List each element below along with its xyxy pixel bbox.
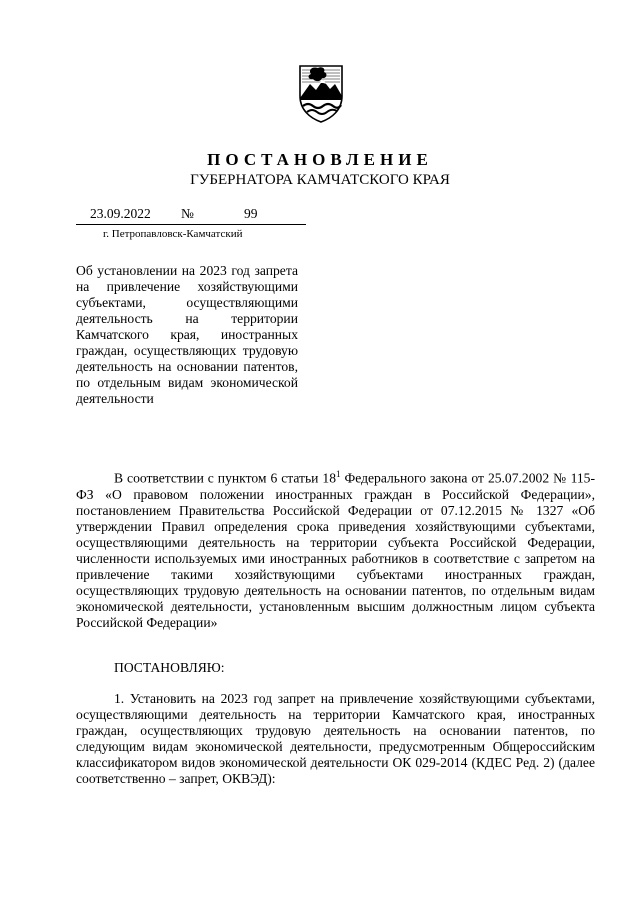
preamble-superscript: 1 (336, 469, 341, 479)
preamble-paragraph (76, 466, 595, 631)
preamble-rest: Федерального закона от 25.07.2002 № 115-ФЗ «О правовом положении иностранных граждан в Российской Федерации», постановлением Правительства Российской Федерации от 07.12.2015 № 1327 «Об утверждении Правил определения срока приведения хозяйствующими субъектами, осуществляющими деятельность на территории субъекта Российской Федерации, численности используемых ими иностранных работников в соответствие с запретом на привлечение такими хозяйствующими субъектами иностранных граждан, осуществляющих трудовую деятельность на основании патентов, по отдельным видам экономической деятельности, установленным высшим должностным лицом субъекта Российской Федерации» (76, 470, 595, 630)
meta-underline (76, 224, 306, 225)
document-city: г. Петропавловск-Камчатский (103, 228, 243, 240)
kamchatka-coat-of-arms-icon (294, 62, 348, 124)
document-date: 23.09.2022 (90, 206, 151, 221)
document-subtitle: ГУБЕРНАТОРА КАМЧАТСКОГО КРАЯ (190, 172, 450, 188)
clause-1-paragraph: 1. Установить на 2023 год запрет на привлечение хозяйствующими субъектами, осуществляющими деятельность на территории Камчатского края, иностранных граждан, осуществляющих трудовую деятельность на основании патентов, по следующим видам экономической деятельности, предусмотренным Общероссийским классификатором видов экономической деятельности ОК 029-2014 (КДЕС Ред. 2) (далее соответственно – запрет, ОКВЭД): (76, 691, 595, 786)
document-title: ПОСТАНОВЛЕНИЕ (207, 150, 433, 169)
decree-word: ПОСТАНОВЛЯЮ: (114, 660, 225, 675)
document-number: 99 (244, 206, 258, 221)
preamble-start: В соответствии с пунктом 6 статьи 18 (114, 470, 337, 486)
document-subject: Об установлении на 2023 год запрета на привлечение хозяйствующими субъектами, осуществляющими деятельность на территории Камчатского края, иностранных граждан, осуществляющих трудовую деятельность на основании патентов, по отдельным видам экономической деятельности (76, 263, 298, 406)
number-sign: № (181, 206, 194, 221)
